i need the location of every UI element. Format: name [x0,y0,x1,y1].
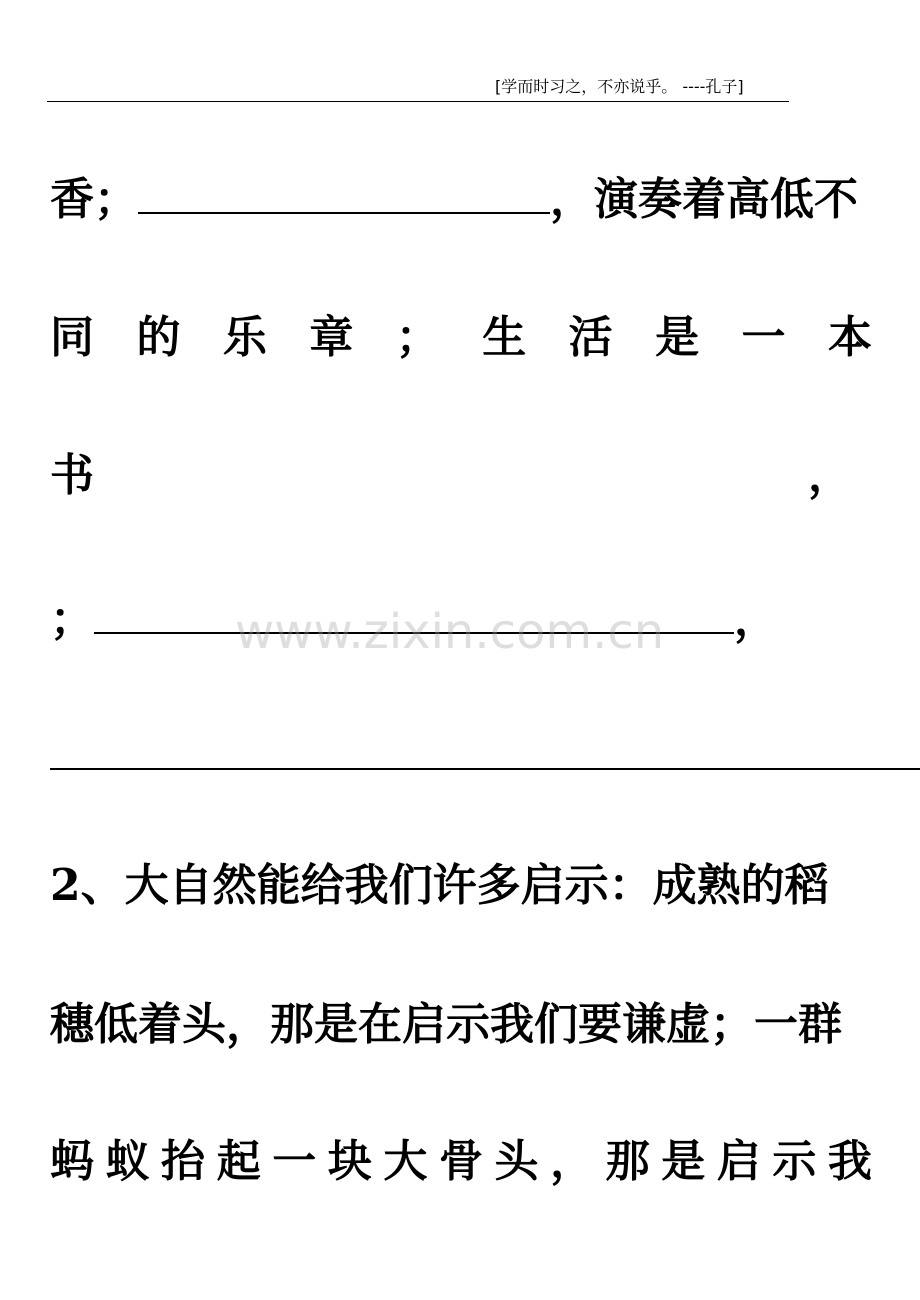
line4-end-text: ， [734,594,778,645]
line2-char: 章 [309,312,354,363]
line4-start-text: ； [50,594,94,645]
question-2-line-3 [50,1132,872,1192]
q2-line3-char: 是 [661,1136,706,1187]
question-2-line-1: 2、大自然能给我们许多启示：成熟的稻 [50,860,829,911]
question-2-line-2: 穗低着头，那是在启示我们要谦虚；一群 [50,999,842,1050]
line2-char: 活 [568,312,613,363]
body-line-4 [50,590,872,650]
q2-line3-char: 示 [772,1136,817,1187]
answer-blank-2[interactable] [94,594,734,634]
q2-line3-char: 那 [605,1136,650,1187]
line2-char: 乐 [222,312,267,363]
q2-line3-char: ， [550,1136,595,1187]
q2-line3-char: 大 [383,1136,428,1187]
body-line-2 [50,308,872,368]
body-line-3 [50,446,872,506]
line2-char: 同 [50,312,94,363]
q2-line3-char: 一 [272,1136,317,1187]
line3-start-text: 书 [50,450,94,501]
answer-blank-1[interactable] [138,174,550,214]
line2-char: 生 [482,312,527,363]
header-rule [47,101,789,102]
answer-rule-full[interactable] [50,768,920,770]
q2-line3-char: 我 [827,1136,872,1187]
header-quote: [学而时习之，不亦说乎。 ----孔子] [495,77,744,96]
q2-line3-char: 起 [216,1136,261,1187]
watermark: www.zixin.com.cn [235,604,665,660]
q2-line3-char: 骨 [438,1136,483,1187]
line1-start-text: 香； [50,174,138,225]
q2-line3-char: 头 [494,1136,539,1187]
q2-line3-char: 蚂 [50,1136,94,1187]
body-line-1 [50,170,872,230]
q2-line3-char: 启 [716,1136,761,1187]
line2-char: ； [395,312,440,363]
line2-char: 本 [827,312,872,363]
q2-line3-char: 块 [327,1136,372,1187]
line2-char: 的 [136,312,181,363]
q2-line3-char: 蚁 [105,1136,150,1187]
line1-end-text: ，演奏着高低不 [550,174,858,225]
line2-char: 一 [741,312,786,363]
line2-char: 是 [655,312,700,363]
line3-end-text: ， [808,450,852,501]
q2-line3-char: 抬 [161,1136,206,1187]
